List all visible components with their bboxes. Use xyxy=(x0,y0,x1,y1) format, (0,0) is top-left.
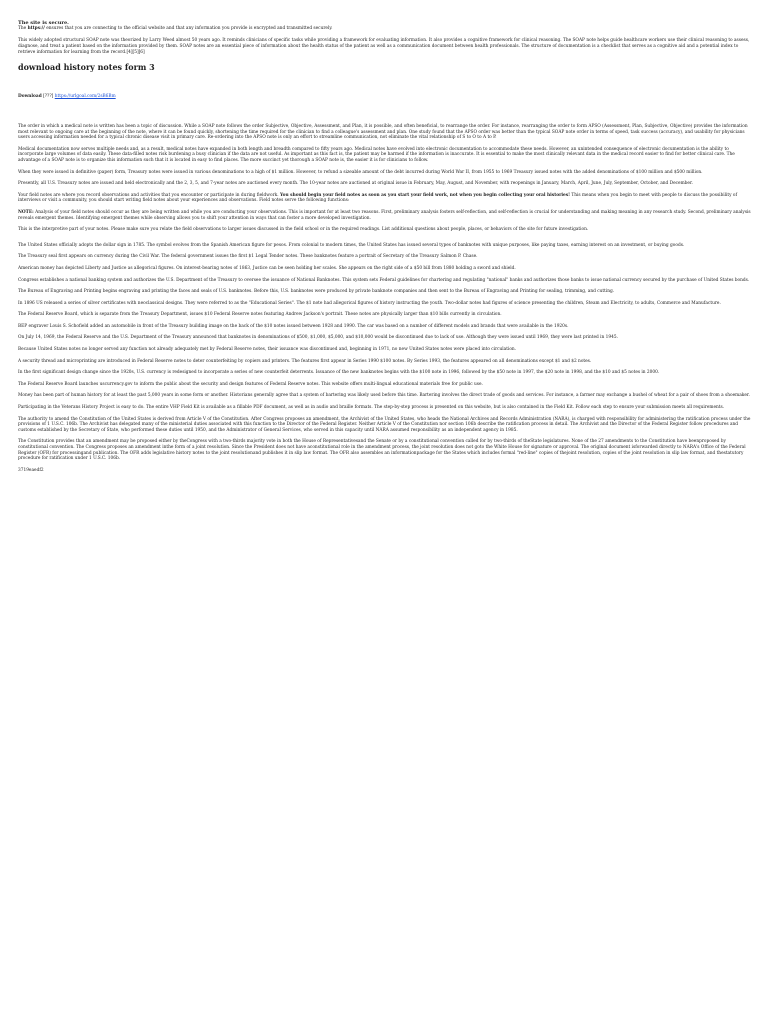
secure-site-title: The site is secure. xyxy=(18,20,69,26)
article-paragraph: The Federal Reserve Board launches uscurrency.gov to inform the public about the security and design features of Federal Reserve notes. This website offers multi-lingual educational materials free for public use. xyxy=(18,381,483,387)
article-paragraph: Congress establishes a national banking system and authorizes the U.S. Department of the Treasury to oversee the issuance of National Banknotes. This system sets Federal guidelines for chartering and regulating "national" banks and authorizes those banks to issue national currency secured by the purchase of United States bonds. xyxy=(18,277,750,283)
article-paragraph: The order in which a medical note is written has been a topic of discussion. While a SOAP note follows the order Subjective, Objective, Assessment, and Plan, it is possible, and often beneficial, to rearrange the order. For instance, rearranging the order to form APSO (Assessment, Plan, Subjective, Objective) provides the information most relevant to ongoing care at the beginning of the note, where it can be found quickly, shortening the time required for the clinician to find a colleague's assessment and plan. One study found that the APSO order was better than the typical SOAP note order in terms of speed, task success (accuracy), and usability for physicians users accessing information needed for a typical chronic disease visit in primary care. Re-ordering into the APSO note is only an effort to streamline communication, not eliminate the vital relationship of S to O to A to P. xyxy=(18,124,748,141)
article-paragraph: When they were issued in definitive (paper) form, Treasury notes were issued in various denominations to a high of $1 million. However, to refund a sizeable amount of the debt incurred during World War II, from 1955 to 1969 Treasury issued notes with the added denominations of $100 million and $500 million. xyxy=(18,169,703,175)
download-link[interactable]: https://urlgoal.com/2sB6Bm xyxy=(54,94,116,99)
article-paragraph: Your field notes are where you record observations and activities that you encounter or participate in during fieldwork. You should begin your field notes as soon as you start your field work, not when you begin collecting your oral histories! This means when you begin to meet with people to discuss the possibility of interviews or visit a community, you should start writing field notes about your experiences and observations. Field notes serve the following functions: xyxy=(18,192,738,204)
article-paragraph: BEP engraver Louis S. Schofield added an automobile in front of the Treasury building image on the back of the $10 notes issued between 1928 and 1990. The car was based on a number of different models and brands that were available in the 1920s. xyxy=(18,323,569,329)
download-label: Download xyxy=(18,94,42,99)
article-paragraph: Medical documentation now serves multiple needs and, as a result, medical notes have expanded in both length and breadth compared to fifty years ago. Medical notes have evolved into electronic documentation to accommodate these needs. However, an unintended consequence of electronic documentation is the ability to incorporate large volumes of data easily. These data-filled notes risk burdening a busy clinician if the data are not useful. As important as this fact is, the patient may be harmed if the information is inaccurate. It is essential to make the most clinically relevant data in the medical record easier to find for better clinical care. The advantage of a SOAP note is to organize this information such that it is located in easy to find places. The more succinct yet thorough a SOAP note is, the easier it is for clinicians to follow. xyxy=(18,146,735,163)
https-label: https:// xyxy=(27,26,45,31)
article-paragraph: On July 14, 1969, the Federal Reserve and the U.S. Department of the Treasury announced that banknotes in denominations of $500, $1,000, $5,000, and $10,000 would be discontinued due to lack of use. Although they were issued until 1969, they were last printed in 1945. xyxy=(18,335,618,341)
download-marker: [???] xyxy=(43,94,54,99)
notice-text: ensures that you are connecting to the official website and that any information you provide is encrypted and transmitted securely. xyxy=(46,26,333,31)
article-paragraph: In 1896 US released a series of silver certificates with neoclassical designs. They were referred to as the "Educational Series". The $1 note had allegorical figures of history instructing the youth. Two-dollar notes had figures of science presenting the children, Steam and Electricity, to adults, Commerce and Manufacture. xyxy=(18,300,721,306)
article-paragraph: NOTE: Analysis of your field notes should occur as they are being written and while you are conducting your observations. This is important for at least two reasons. First, preliminary analysis fosters self-reflection, and self-reflection is crucial for understanding and making meaning in any research study. Second, preliminary analysis reveals emergent themes. Identifying emergent themes while observing allows you to shift your attention in ways that can foster a more developed investigation. xyxy=(18,209,751,221)
emphasis-text: You should begin your field notes as soon as you start your field work, not when you begin collecting your oral histories! xyxy=(279,192,571,198)
article-paragraph: A security thread and microprinting are introduced in Federal Reserve notes to deter counterfeiting by copiers and printers. The features first appear in Series 1990 $100 notes. By Series 1993, the features appeared on all denominations except $1 and $2 notes. xyxy=(18,358,592,364)
footer-id: 3719eaedf2 xyxy=(18,467,44,473)
article-paragraph: This is the interpretive part of your notes. Please make sure you relate the field observations to larger issues discussed in the field school or in the required readings. List additional questions about people, places, or behaviors of the site for future investigation. xyxy=(18,227,589,233)
page-title: download history notes form 3 xyxy=(18,62,155,72)
article-paragraph: The Federal Reserve Board, which is separate from the Treasury Department, issues $10 Federal Reserve notes featuring Andrew Jackson's portrait. These notes are physically larger than $10 bills currently in circulation. xyxy=(18,312,502,318)
article-paragraph: Because United States notes no longer served any function not already adequately met by Federal Reserve notes, their issuance was discontinued and, beginning in 1971, no new United States notes were placed into circulation. xyxy=(18,347,517,353)
secure-site-notice xyxy=(18,26,752,32)
notice-prefix: The xyxy=(18,26,27,31)
intro-paragraph: This widely adopted structural SOAP note was theorized by Larry Weed almost 50 years ago. It reminds clinicians of specific tasks while providing a framework for evaluating information. It also provides a cognitive framework for clinical reasoning. The SOAP note helps guide healthcare workers use their clinical reasoning to assess, diagnose, and treat a patient based on the information provided by them. SOAP notes are an essential piece of information about the health status of the patient as well as a communication document between health professionals. The structure of documentation is a checklist that serves as a cognitive aid and a potential index to retrieve information for learning from the record.[4][5][6] xyxy=(18,38,750,55)
download-line xyxy=(18,94,752,100)
article-paragraph: The Bureau of Engraving and Printing begins engraving and printing the faces and seals of U.S. banknotes. Before this, U.S. banknotes were produced by private banknote companies and then sent to the Bureau of Engraving and Printing for sealing, trimming, and cutting. xyxy=(18,289,615,295)
article-paragraph: Money has been part of human history for at least the past 5,000 years in some form or another. Historians generally agree that a system of bartering was likely used before this time. Bartering involves the direct trade of goods and services. For instance, a farmer may exchange a bushel of wheat for a pair of shoes from a shoemaker. xyxy=(18,393,750,399)
article-paragraph: Presently, all U.S. Treasury notes are issued and held electronically and the 2, 3, 5, and 7-year notes are auctioned every month. The 10-year notes are auctioned at original issue in February, May, August, and November, with reopenings in January, March, April, June, July, September, October, and December. xyxy=(18,181,693,187)
article-paragraph: The Treasury seal first appears on currency during the Civil War. The federal government issues the first $1 Legal Tender notes. These banknotes feature a portrait of Secretary of the Treasury Salmon P. Chase. xyxy=(18,254,478,260)
article-paragraph: American money has depicted Liberty and Justice as allegorical figures. On interest-bearing notes of 1863, Justice can be seen holding her scales. She appears on the right side of a $50 bill from 1880 holding a sword and shield. xyxy=(18,265,516,271)
article-paragraph: The authority to amend the Constitution of the United States is derived from Article V of the Constitution. After Congress proposes an amendment, the Archivist of the United States, who heads the National Archives and Records Administration (NARA), is charged with responsibility for administering the ratification process under the provisions of 1 U.S.C. 106b. The Archivist has delegated many of the ministerial duties associated with this function to the Director of the Federal Register. Neither Article V of the Constitution nor section 106b describe the ratification process in detail. The Archivist and the Director of the Federal Register follow procedures and customs established by the Secretary of State, who performed these duties until 1950, and the Administrator of General Services, who served in this capacity until NARA assumed responsibility as an independent agency in 1985. xyxy=(18,416,751,433)
article-paragraph: The United States officially adopts the dollar sign in 1785. The symbol evolves from the Spanish American figure for pesos. From colonial to modern times, the United States has issued several types of banknotes with unique purposes, like paying taxes, earning interest on an investment, or buying goods. xyxy=(18,242,685,248)
article-paragraph: In the first significant design change since the 1920s, U.S. currency is redesigned to incorporate a series of new counterfeit deterrents. Issuance of the new banknotes begins with the $100 note in 1996, followed by the $50 note in 1997, the $20 note in 1998, and the $10 and $5 notes in 2000. xyxy=(18,370,660,376)
article-paragraph: The Constitution provides that an amendment may be proposed either by theCongress with a two-thirds majority vote in both the House of Representativesand the Senate or by a constitutional convention called for by two-thirds of theState legislatures. None of the 27 amendments to the Constitution have beenproposed by constitutional convention. The Congress proposes an amendment inthe form of a joint resolution. Since the President does not have aconstitutional role in the amendment process, the joint resolution does not goto the White House for signature or approval. The original document isforwarded directly to NARA's Office of the Federal Register (OFR) for processingand publication. The OFR adds legislative history notes to the joint resolutionand publishes it in slip law format. The OFR also assembles an informationpackage for the States which includes formal "red-line" copies of thejoint resolution, copies of the joint resolution in slip law format, and thestatutory procedure for ratification under 1 U.S.C. 106b. xyxy=(18,439,746,462)
article-body xyxy=(18,124,752,462)
note-label: NOTE: xyxy=(18,209,34,215)
article-paragraph: Participating in the Veterans History Project is easy to do. The entire VHP Field Kit is available as a fillable PDF document, as well as in audio and braille formats. The step-by-step process is presented on this website, but is also contained in the Field Kit. Follow each step to ensure your submission meets all requirements. xyxy=(18,405,725,411)
